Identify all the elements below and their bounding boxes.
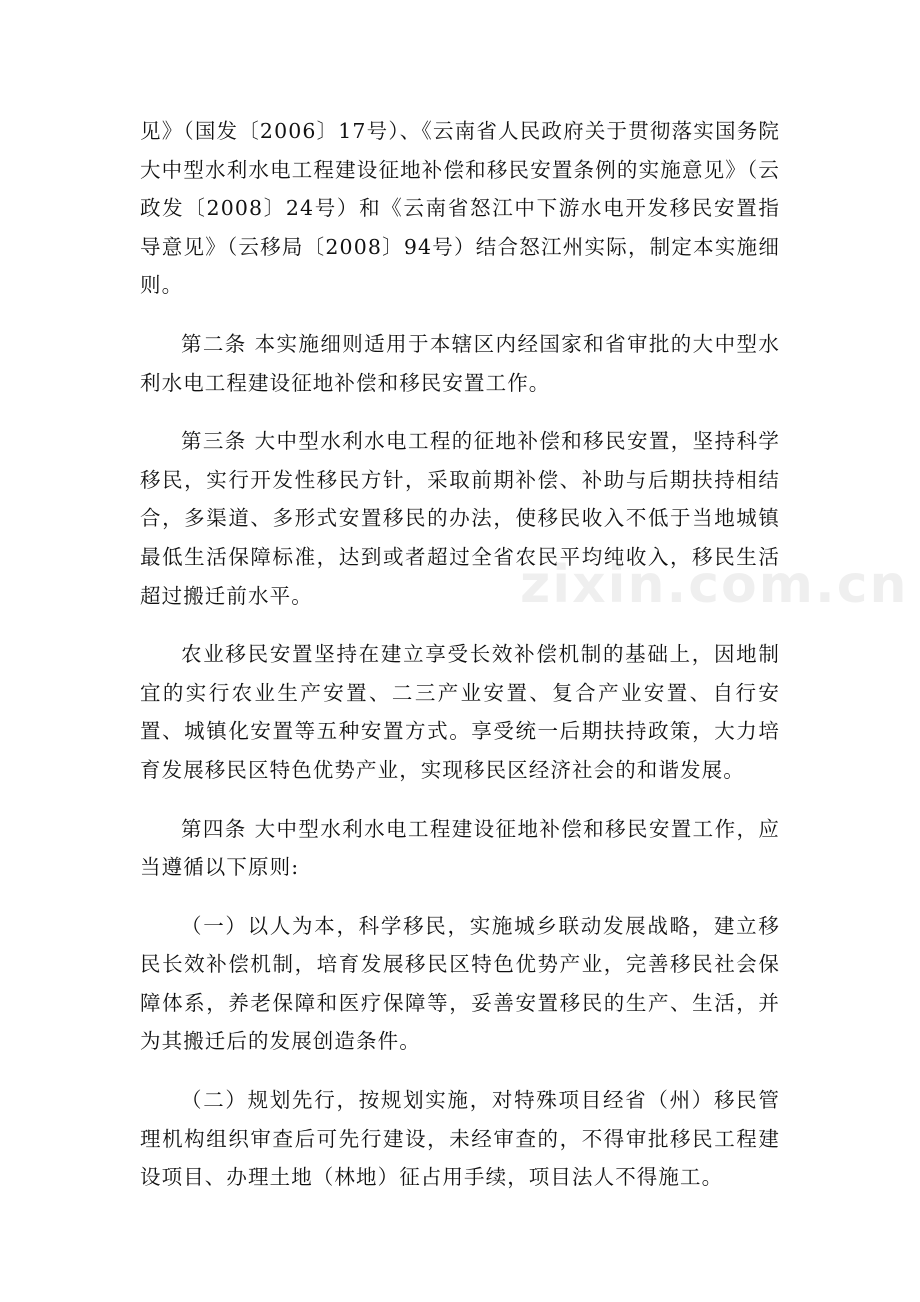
paragraph-article-2: 第二条 本实施细则适用于本辖区内经国家和省审批的大中型水利水电工程建设征地补偿和移民安置工作。 <box>140 331 780 395</box>
paragraph-article-3: 第三条 大中型水利水电工程的征地补偿和移民安置，坚持科学移民，实行开发性移民方针，采取前期补偿、补助与后期扶持相结合，多渠道、多形式安置移民的办法，使移民收入不低于当地城镇最低生活保障标准，达到或者超过全省农民平均纯收入，移民生活超过搬迁前水平。 <box>140 429 780 608</box>
paragraph-continuation: 见》（国发〔2006〕17号）、《云南省人民政府关于贯彻落实国务院大中型水利水电工程建设征地补偿和移民安置条例的实施意见》（云政发〔2008〕24号）和《云南省怒江中下游水电开发移民安置指导意见》（云移局〔2008〕94号）结合怒江州实际，制定本实施细则。 <box>140 119 780 298</box>
watermark: zixin.com.cn <box>520 555 909 615</box>
document-body <box>140 112 780 1197</box>
paragraph-agricultural-resettlement: 农业移民安置坚持在建立享受长效补偿机制的基础上，因地制宜的实行农业生产安置、二三产业安置、复合产业安置、自行安置、城镇化安置等五种安置方式。享受统一后期扶持政策，大力培育发展移民区特色优势产业，实现移民区经济社会的和谐发展。 <box>140 642 780 782</box>
paragraph-principle-1: （一）以人为本，科学移民，实施城乡联动发展战略，建立移民长效补偿机制，培育发展移民区特色优势产业，完善移民社会保障体系，养老保障和医疗保障等，妥善安置移民的生产、生活，并为其搬迁后的发展创造条件。 <box>140 913 780 1054</box>
paragraph-article-4: 第四条 大中型水利水电工程建设征地补偿和移民安置工作，应当遵循以下原则: <box>140 816 780 880</box>
paragraph-principle-2: （二）规划先行，按规划实施，对特殊项目经省（州）移民管理机构组织审查后可先行建设，未经审查的，不得审批移民工程建设项目、办理土地（林地）征占用手续，项目法人不得施工。 <box>140 1088 780 1190</box>
